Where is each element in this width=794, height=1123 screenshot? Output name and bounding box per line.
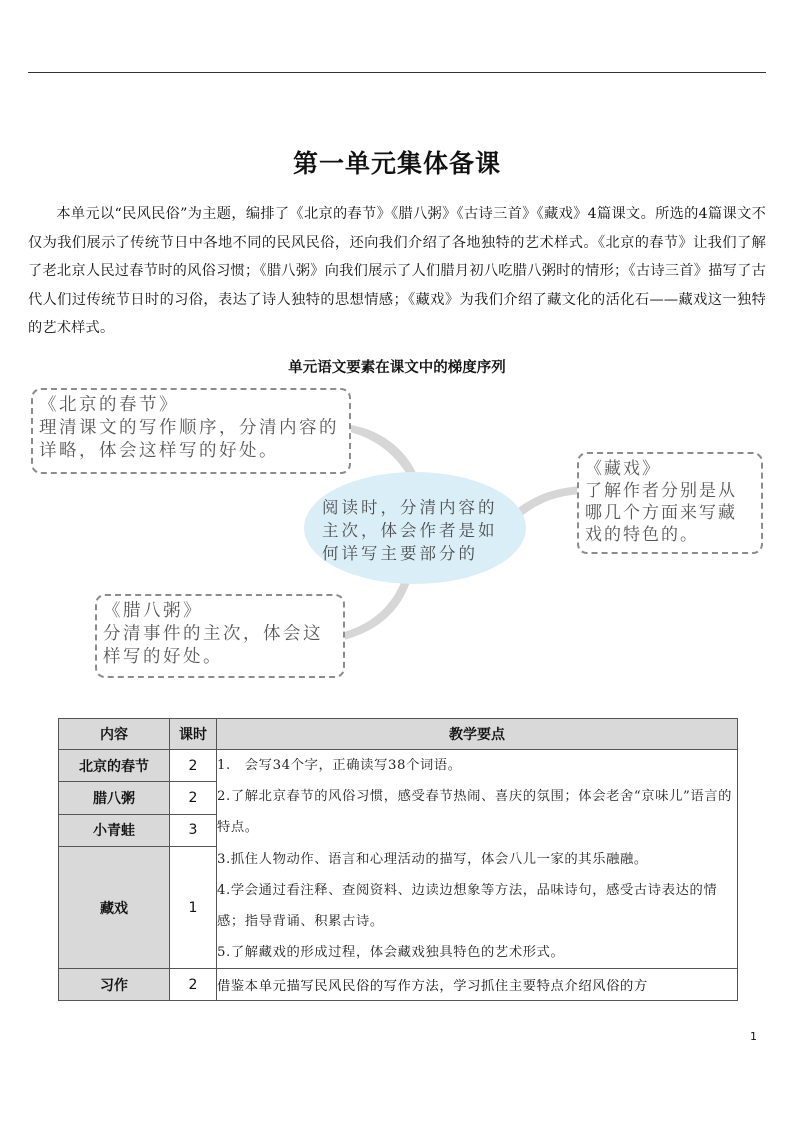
row-hours: 2 bbox=[170, 969, 217, 1001]
point-2: 2.了解北京春节的风俗习惯，感受春节热闹、喜庆的氛围；体会老舍“京味儿”语言的特点。 bbox=[217, 789, 733, 836]
mindmap-subtitle: 单元语文要素在课文中的梯度序列 bbox=[288, 360, 506, 376]
row-content: 藏戏 bbox=[59, 847, 170, 969]
node-beijing-text: 理清课文的写作顺序，分清内容的详略，体会这样写的好处。 bbox=[39, 418, 339, 461]
point-5: 5.了解藏戏的形成过程，体会藏戏独具特色的艺术形式。 bbox=[217, 945, 565, 961]
row-content: 习作 bbox=[59, 969, 170, 1001]
node-zangxi bbox=[577, 452, 763, 554]
lesson-plan-table bbox=[58, 718, 738, 1001]
node-labazhou-text: 分清事件的主次，体会这样写的好处。 bbox=[103, 624, 323, 667]
row-hours: 3 bbox=[170, 814, 217, 846]
node-labazhou-title: 《腊八粥》 bbox=[103, 601, 203, 621]
row-points: 借鉴本单元描写民风民俗的写作方法，学习抓住主要特点介绍风俗的方 bbox=[217, 969, 738, 1001]
node-beijing-title: 《北京的春节》 bbox=[39, 395, 179, 415]
node-labazhou bbox=[95, 594, 345, 678]
row-hours: 2 bbox=[170, 782, 217, 814]
node-beijing bbox=[31, 388, 351, 474]
row-content: 北京的春节 bbox=[59, 750, 170, 782]
header-points: 教学要点 bbox=[217, 719, 738, 750]
page-number: 1 bbox=[750, 1030, 757, 1043]
header-content: 内容 bbox=[59, 719, 170, 750]
point-3: 3.抓住人物动作、语言和心理活动的描写，体会八儿一家的其乐融融。 bbox=[217, 851, 648, 867]
node-zangxi-title: 《藏戏》 bbox=[585, 459, 661, 479]
mindmap-center: 阅读时，分清内容的主次，体会作者是如何详写主要部分的 bbox=[304, 472, 526, 584]
node-zangxi-text: 了解作者分别是从哪几个方面来写藏戏的特色的。 bbox=[585, 481, 737, 545]
point-1: 1. 会写34个字，正确读写38个词语。 bbox=[217, 758, 462, 773]
table-row bbox=[59, 750, 738, 782]
table-header-row bbox=[59, 719, 738, 750]
row-hours: 1 bbox=[170, 847, 217, 969]
branch-labazhou bbox=[344, 580, 410, 640]
page-title: 第一单元集体备课 bbox=[292, 149, 501, 178]
table-row bbox=[59, 969, 738, 1001]
row-content: 小青蛙 bbox=[59, 814, 170, 846]
row-hours: 2 bbox=[170, 750, 217, 782]
row-content: 腊八粥 bbox=[59, 782, 170, 814]
point-4: 4.学会通过看注释、查阅资料、边读边想象等方法，品味诗句，感受古诗表达的情感；指导背诵、积累古诗。 bbox=[217, 882, 718, 930]
intro-paragraph: 本单元以“民风民俗”为主题，编排了《北京的春节》《腊八粥》《古诗三首》《藏戏》4篇课文。所选的4篇课文不仅为我们展示了传统节日中各地不同的民风民俗，还向我们介绍了各地独特的艺术样式。《北京的春节》让我们了解了老北京人民过春节时的风俗习惯；《腊八粥》向我们展示了人们腊月初八吃腊八粥时的情形；《古诗三首》描写了古代人们过传统节日时的习俗，表达了诗人独特的思想情感；《藏戏》为我们介绍了藏文化的活化石——藏戏这一独特的艺术样式。 bbox=[28, 206, 766, 337]
branch-zangxi bbox=[518, 486, 580, 516]
header-hours: 课时 bbox=[170, 719, 217, 750]
header-rule bbox=[28, 72, 766, 73]
teaching-points bbox=[217, 750, 738, 969]
